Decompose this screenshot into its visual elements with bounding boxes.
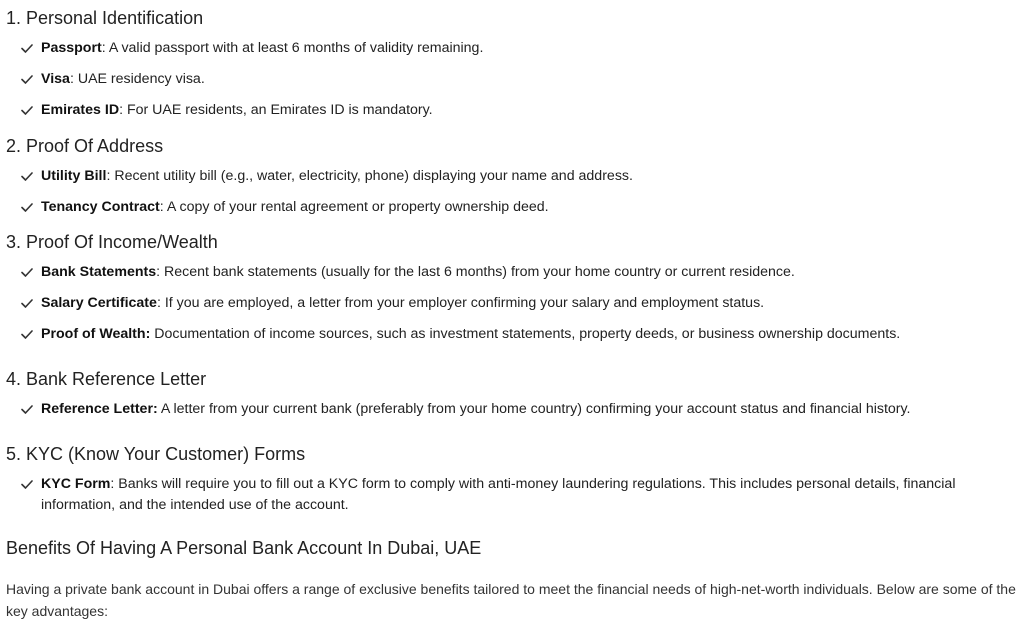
list-item [20, 399, 1008, 420]
check-icon [20, 197, 34, 218]
benefits-paragraph: Having a private bank account in Dubai offers a range of exclusive benefits tailored to meet the financial needs of high-net-worth individuals. Below are some of the key advantages: [6, 581, 1016, 619]
section-title-proof-of-address: 2. Proof Of Address [6, 136, 164, 156]
item-label: Salary Certificate [41, 295, 157, 311]
section-title-bank-reference-letter: 4. Bank Reference Letter [6, 369, 207, 389]
list-item [20, 197, 1008, 218]
check-icon [20, 166, 34, 187]
list-item [20, 166, 1008, 187]
item-text: : For UAE residents, an Emirates ID is mandatory. [119, 102, 433, 118]
list-item [20, 293, 1008, 314]
check-icon [20, 69, 34, 90]
item-label: Emirates ID [41, 102, 120, 118]
item-text: : UAE residency visa. [69, 71, 205, 87]
section-title-personal-identification: 1. Personal Identification [6, 8, 204, 28]
section-title-proof-of-income: 3. Proof Of Income/Wealth [6, 232, 218, 252]
item-text: : Recent bank statements (usually for the last 6 months) from your home country or current residence. [156, 264, 795, 280]
item-text: A letter from your current bank (preferably from your home country) confirming your account status and financial history. [157, 401, 911, 417]
list-item [20, 324, 1008, 345]
list-item [20, 262, 1008, 283]
item-text: : Recent utility bill (e.g., water, electricity, phone) displaying your name and address. [106, 168, 633, 184]
check-icon [20, 324, 34, 345]
item-label: KYC Form [41, 476, 111, 492]
item-label: Utility Bill [41, 168, 107, 184]
item-label: Tenancy Contract [41, 199, 160, 215]
item-label: Reference Letter: [41, 401, 158, 417]
item-text: : A copy of your rental agreement or property ownership deed. [159, 199, 549, 215]
section-title-kyc-forms: 5. KYC (Know Your Customer) Forms [6, 444, 306, 464]
benefits-heading: Benefits Of Having A Personal Bank Account In Dubai, UAE [6, 538, 482, 558]
list-item [20, 69, 1008, 90]
item-label: Visa [41, 71, 70, 87]
item-text: : If you are employed, a letter from your employer confirming your salary and employment status. [156, 295, 765, 311]
item-label: Passport [41, 40, 102, 56]
check-icon [20, 474, 34, 495]
item-text: Documentation of income sources, such as investment statements, property deeds, or business ownership documents. [150, 326, 901, 342]
item-text: : A valid passport with at least 6 months of validity remaining. [101, 40, 484, 56]
list-item [20, 474, 1008, 516]
item-label: Bank Statements [41, 264, 157, 280]
check-icon [20, 262, 34, 283]
check-icon [20, 399, 34, 420]
item-text: : Banks will require you to fill out a KYC form to comply with anti-money laundering regulations. This includes personal details, financial information, and the intended use of the account. [41, 476, 956, 513]
check-icon [20, 38, 34, 59]
list-item [20, 38, 1008, 59]
list-item [20, 100, 1008, 121]
check-icon [20, 293, 34, 314]
item-label: Proof of Wealth: [41, 326, 151, 342]
check-icon [20, 100, 34, 121]
